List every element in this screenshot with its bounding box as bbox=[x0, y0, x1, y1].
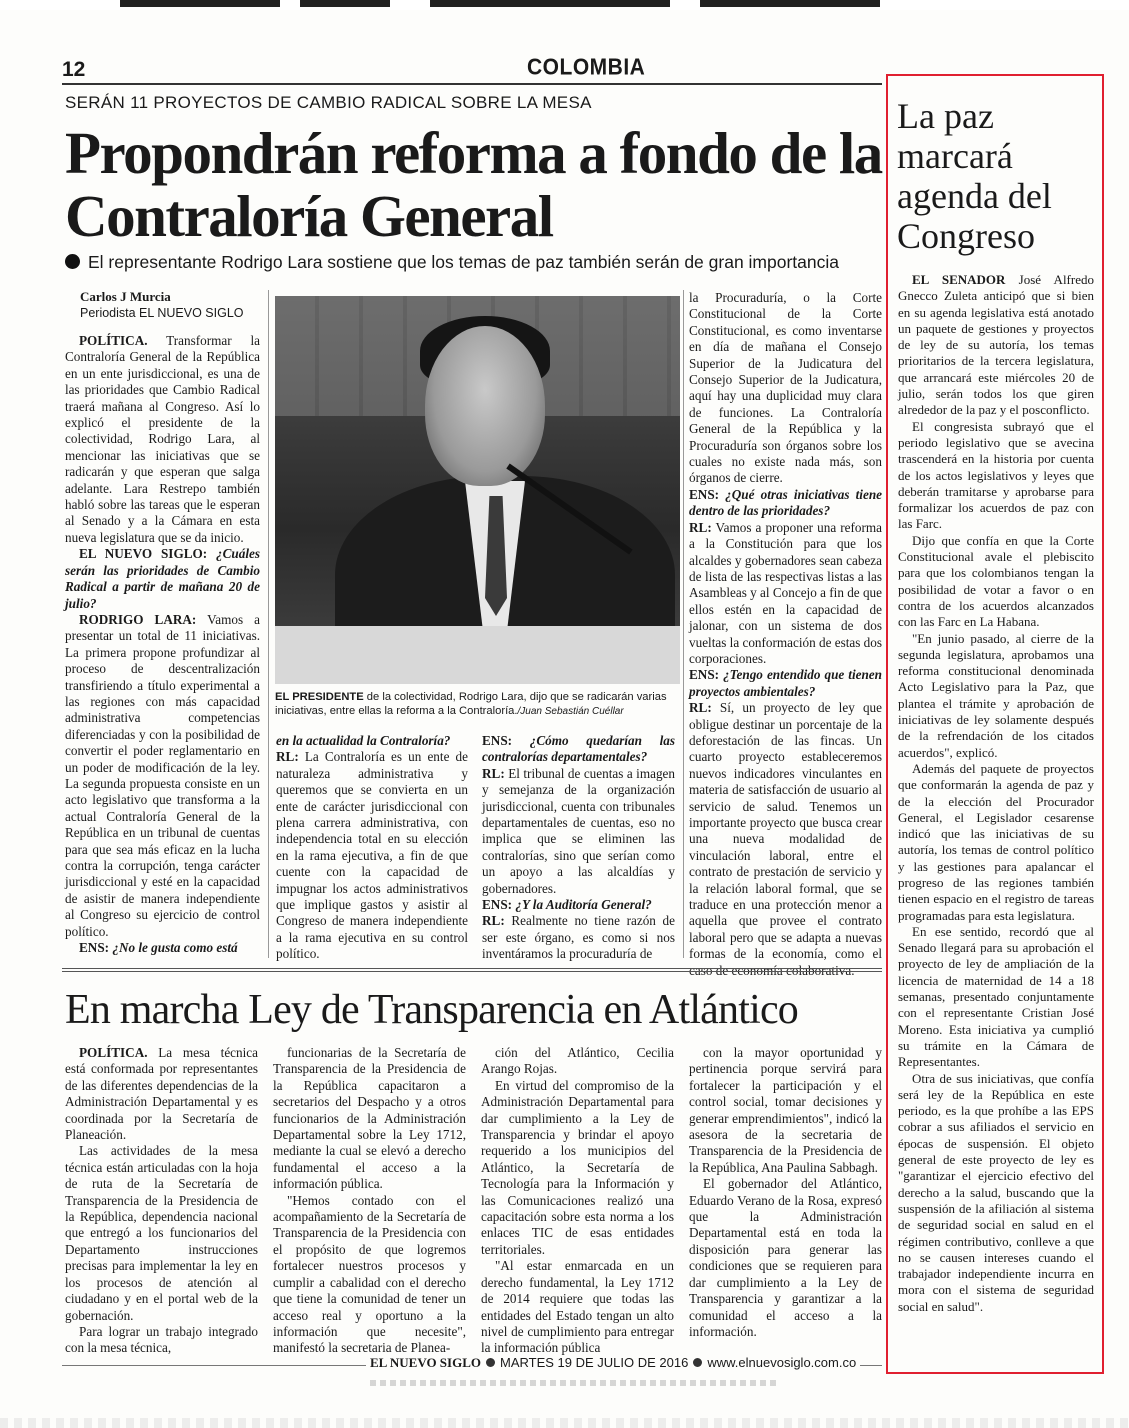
page-footer bbox=[366, 1355, 860, 1371]
paragraph bbox=[481, 1045, 674, 1078]
question-text: ¿No le gusta como está bbox=[109, 940, 238, 956]
main-deck bbox=[65, 252, 885, 273]
paragraph-lead: RL: bbox=[482, 913, 505, 929]
paragraph bbox=[276, 733, 468, 749]
main-column-2 bbox=[276, 733, 468, 963]
paragraph-text: El gobernador del Atlántico, Eduardo Verano de la Rosa, expresó que la Administración Departamental está en toda la disposición para generar las condiciones que se requieren para dar cumplimiento a la Ley de Transparencia y garantizar a la comunidad el acceso a la información. bbox=[689, 1176, 882, 1339]
paragraph bbox=[65, 1324, 258, 1357]
paragraph bbox=[898, 631, 1094, 761]
paragraph bbox=[689, 290, 882, 487]
section-rule bbox=[62, 971, 882, 972]
paragraph bbox=[898, 272, 1094, 419]
paragraph-lead: RODRIGO LARA: bbox=[79, 611, 197, 627]
paragraph-text: El tribunal de cuentas a imagen y semejanza de la organización jurisdiccional, cuenta con tribunales departamentales de cuentas, eso no implica que se eliminen las contralorías, sino que serían como un apoyo a las alcaldías y gobernadores. bbox=[482, 765, 675, 896]
main-kicker: SERÁN 11 PROYECTOS DE CAMBIO RADICAL SOBRE LA MESA bbox=[65, 93, 592, 112]
footer-dot-icon bbox=[693, 1358, 702, 1367]
paragraph bbox=[898, 533, 1094, 631]
paragraph bbox=[482, 766, 675, 897]
paragraph bbox=[689, 700, 882, 979]
bottom-cut-strip bbox=[0, 1418, 1129, 1428]
column-divider bbox=[268, 290, 269, 958]
paragraph-text: funcionarias de la Secretaría de Transparencia de la Presidencia de la República capacitaron a secretarios del Despacho y a otros funcionarios de la Administración Departamental sobre la Ley 1712, mediante la cual se elevó a derecho fundamental el acceso a la información pública. bbox=[273, 1045, 466, 1192]
section-rule bbox=[62, 968, 882, 969]
paragraph-lead: ENS: bbox=[79, 940, 110, 956]
second-column-1 bbox=[65, 1045, 258, 1357]
paragraph bbox=[689, 487, 882, 520]
paragraph-text: Además del paquete de proyectos que conformarán la agenda de paz y de la elección del Procurador General, el Legislador cesarense indicó que las iniciativas de su autoría, los temas de control político y las gestiones para apalancar el progreso de las regiones también tienen espacio en el registro de tareas programadas para esta legislatura. bbox=[898, 760, 1094, 923]
paragraph-lead: ENS: bbox=[482, 897, 513, 913]
paragraph bbox=[482, 733, 675, 766]
paragraph bbox=[65, 1143, 258, 1323]
sidebar-title: La paz marcará agenda del Congreso bbox=[897, 96, 1052, 256]
paragraph-lead: EL NUEVO SIGLO: bbox=[79, 546, 208, 562]
sidebar-body bbox=[898, 272, 1094, 1315]
paragraph bbox=[898, 419, 1094, 533]
paragraph bbox=[689, 520, 882, 668]
paragraph-lead: RL: bbox=[276, 749, 299, 765]
second-column-4 bbox=[689, 1045, 882, 1340]
main-column-1 bbox=[65, 333, 260, 956]
paragraph bbox=[273, 1045, 466, 1193]
paragraph-text: "En junio pasado, al cierre de la segunda legislatura, aprobamos una reforma constitucional denominada Acto Legislativo para la Paz, que plantea el trámite y aprobación de iniciativas de ley solamente después de la refrendación de los citados acuerdos", explicó. bbox=[898, 630, 1094, 760]
paragraph-text: con la mayor oportunidad y pertinencia porque servirá para fortalecer la participación y el control social, tomar decisiones y generar emprendimientos", indicó la asesora de la secretaria de Transparencia de la Presidencia de la República, Ana Paulina Sabbagh. bbox=[689, 1045, 882, 1175]
paragraph-text: La Contraloría es un ente de naturaleza administrativa y queremos que se convierta en un ente de carácter jurisdiccional con plena carrera administrativa, con independencia total en su elección en la rama ejecutiva, a fin de que cuente con la capacidad de impugnar los actos administrativos que implique gastos y asistir al Congreso de manera independiente a la rama ejecutiva en su control político. bbox=[276, 749, 468, 962]
footer-dot-icon bbox=[486, 1358, 495, 1367]
paragraph bbox=[898, 761, 1094, 924]
paragraph-text: Transformar la Contraloría General de la República en un ente jurisdiccional, es una de las prioridades que Cambio Radical traerá mañana al Congreso. Así lo explicó el presidente de la colectividad, Rodrigo Lara, al mencionar las iniciativas que se radicarán y que esperan que salga adelante. Lara Restrepo también habló sobre las tareas que le esperan al Senado y a la Cámara en esta nueva legislatura que se da inicio. bbox=[65, 333, 260, 545]
byline-role: Periodista EL NUEVO SIGLO bbox=[80, 306, 244, 320]
paragraph bbox=[898, 924, 1094, 1071]
paragraph-text: Realmente no tiene razón de ser este órgano, es como si nos inventáramos la procuraduría de bbox=[482, 913, 675, 962]
footer-brand: EL NUEVO SIGLO bbox=[370, 1355, 481, 1370]
paragraph-text: ción del Atlántico, Cecilia Arango Rojas. bbox=[481, 1045, 674, 1077]
paragraph-lead: POLÍTICA. bbox=[79, 1045, 148, 1060]
footer-url: www.elnuevosiglo.com.co bbox=[707, 1355, 857, 1370]
second-column-3 bbox=[481, 1045, 674, 1357]
photo-credit: /Juan Sebastián Cuéllar bbox=[517, 706, 624, 717]
paragraph-text: El congresista subrayó que el periodo legislativo que se avecina trascenderá en la historia por cuenta de los actos legislativos y leyes que deberán tramitarse y aprobarse para formalizar los acuerdos de paz con las Farc. bbox=[898, 418, 1094, 532]
paragraph-lead: RL: bbox=[689, 519, 712, 535]
paragraph-lead: RL: bbox=[689, 700, 712, 716]
paragraph bbox=[689, 667, 882, 700]
paragraph bbox=[482, 913, 675, 962]
paragraph-text: Para lograr un trabajo integrado con la mesa técnica, bbox=[65, 1323, 258, 1356]
second-headline: En marcha Ley de Transparencia en Atlántico bbox=[65, 987, 799, 1033]
paragraph-text: Vamos a proponer una reforma a la Constitución para que los alcaldes y gobernadores sean cabeza de lista de las respectivas listas a las Asambleas y al Concejo a fin de que ellos estén en la capacidad de jalonar, con un sistema de dos vueltas la conformación de estas dos corporaciones. bbox=[689, 519, 882, 666]
bleed-through-line bbox=[370, 1380, 780, 1386]
paragraph-text: José Alfredo Gnecco Zuleta anticipó que si bien en su agenda legislativa está anotado un paquete de gestiones y proyectos de ley de su autoría, los temas prioritarios de la tercera legislatura, que arrancará este miércoles 20 de julio, serán todos los que giren alrededor de la paz y el posconflicto. bbox=[898, 272, 1094, 418]
paragraph bbox=[65, 546, 260, 612]
paragraph-lead: EL SENADOR bbox=[912, 272, 1006, 287]
paragraph-text: En virtud del compromiso de la Administración Departamental para dar cumplimiento a la Ley de Transparencia y brindar el apoyo requerido a los municipios del Atlántico, la Secretaría de Tecnología para la Información y las Comunicaciones realizó una capacitación sobre esta norma a los enlaces TIC de esas entidades territoriales. bbox=[481, 1077, 674, 1257]
article-photo bbox=[275, 296, 680, 684]
caption-lead: EL PRESIDENTE bbox=[275, 691, 364, 703]
paragraph bbox=[898, 1071, 1094, 1315]
paragraph bbox=[689, 1176, 882, 1340]
question-text: ¿Tengo entendido que tienen proyectos ambientales? bbox=[689, 667, 882, 699]
paragraph bbox=[481, 1258, 674, 1356]
top-cut-strip bbox=[0, 0, 1129, 10]
paragraph-text: Vamos a presentar un total de 11 iniciativas. La primera propone profundizar al proceso de descentralización transfiriendo a título experimental a las regiones con más capacidad administrativa competencias diferenciadas y con la posibilidad de convertir el poder reglamentario en un poder de modificación de la ley. La segunda propuesta consiste en un acto legislativo que transforma a la actual Contraloría General de la República en un tribunal de cuentas para que sea más eficaz en la lucha contra la corrupción, tenga carácter jurisdiccional y esté en la capacidad de asistir de manera independiente al Congreso su ejercicio de control político. bbox=[65, 611, 261, 939]
question-text: ¿Y la Auditoría General? bbox=[512, 897, 652, 913]
paragraph bbox=[65, 612, 260, 940]
paragraph bbox=[65, 940, 260, 956]
question-text: ¿Qué otras iniciativas tiene dentro de las prioridades? bbox=[689, 486, 882, 519]
question-text: ¿Cuáles serán las prioridades de Cambio Radical a partir de mañana 20 de julio? bbox=[65, 546, 260, 611]
paragraph-text: Otra de sus iniciativas, que confía será ley de la República en este periodo, es la que prohíbe a las EPS cobrar a sus afiliados el servicio en épocas de suspensión. El objeto general de este proyecto de ley es "garantizar el ejercicio efectivo del derecho a la salud, buscando que la suspensión de la afiliación al sistema de seguridad social en salud en el régimen contributivo, conlleve a que no se causen intereses cuando el trabajador independiente incurra en mora con el sistema de seguridad social en salud". bbox=[898, 1070, 1094, 1314]
paragraph bbox=[65, 333, 260, 546]
page-number: 12 bbox=[62, 58, 86, 81]
question-text: en la actualidad la Contraloría? bbox=[276, 733, 451, 748]
question-text: ¿Cómo quedarían las contralorías departamentales? bbox=[482, 733, 675, 765]
paragraph-lead: ENS: bbox=[482, 733, 513, 748]
paragraph-text: Dijo que confía en que la Corte Constitucional avale el plebiscito para que los colombianos tengan la posibilidad de votar a favor o en contra de los acuerdos alcanzados con las Farc en La Habana. bbox=[898, 532, 1094, 630]
second-column-2 bbox=[273, 1045, 466, 1357]
bullet-icon bbox=[65, 254, 80, 269]
caption-text: de la colectividad, Rodrigo Lara, dijo que se radicarán varias iniciativas, entre ellas la reforma a la Contraloría. bbox=[275, 691, 667, 717]
paragraph-text: Sí, un proyecto de ley que obligue destinar un porcentaje de la deforestación de las fincas. Un cuarto proyecto estableceremos nuevos indicadores vinculantes en materia de satisfacción de usuario al servicio de salud. Tenemos un importante proyecto que busca crear una nueva modalidad de vinculación laboral, entre el contrato de prestación de servicio y la relación laboral formal, que se traduce en una protección menor a aquella que provee el contrato laboral pero que se adapta a nuevas formas de la economía, como el bbox=[689, 700, 882, 962]
paragraph-text: La mesa técnica está conformada por representantes de las diferentes dependencias de la Administración Departamental y es coordinada por la Secretaría de Planeación. bbox=[65, 1045, 258, 1143]
byline: Carlos J Murcia bbox=[80, 289, 171, 304]
footer-date: MARTES 19 DE JULIO DE 2016 bbox=[500, 1355, 689, 1370]
paragraph-lead: RL: bbox=[482, 765, 505, 781]
column-divider bbox=[683, 290, 684, 958]
photo-caption bbox=[275, 690, 680, 719]
paragraph-lead: ENS: bbox=[689, 486, 720, 502]
paragraph-text: En ese sentido, recordó que al Senado llegará para su aprobación el proyecto de ley de ampliación de la licencia de maternidad de 14 a 18 semanas, presentado conjuntamente con el representante Cristian José Moreno. Esta iniciativa ya cumplió su trámite en la Cámara de Representantes. bbox=[898, 923, 1094, 1070]
paragraph-lead: ENS: bbox=[689, 667, 720, 683]
header-rule bbox=[62, 83, 882, 85]
main-headline: Propondrán reforma a fondo de la Contraloría General bbox=[65, 120, 882, 249]
paragraph bbox=[276, 749, 468, 962]
paragraph bbox=[273, 1193, 466, 1357]
paragraph-text: Las actividades de la mesa técnica están articuladas con la hoja de ruta de la Secretaría de Transparencia de la Presidencia de la República, dependencia nacional que entregó a los funcionarios del Departamento instrucciones precisas para implementar la ley en los procesos de atención al ciudadano y en el portal web de la gobernación. bbox=[65, 1143, 258, 1323]
paragraph bbox=[481, 1078, 674, 1258]
deck-text: El representante Rodrigo Lara sostiene que los temas de paz también serán de gran importancia bbox=[88, 252, 839, 272]
paragraph-text: "Hemos contado con el acompañamiento de la Secretaría de Transparencia de la Presidencia con el propósito de que logremos fortalecer nuestros procesos y cumplir a cabalidad con el derecho que tiene la comunidad de tener un acceso real y oportuno a la información que necesite", manifestó la secretaria de Planea- bbox=[273, 1192, 466, 1356]
paragraph bbox=[482, 897, 675, 913]
paragraph bbox=[689, 1045, 882, 1176]
paragraph-lead: POLÍTICA. bbox=[79, 333, 148, 348]
section-title: COLOMBIA bbox=[527, 54, 646, 81]
paragraph-text: "Al estar enmarcada en un derecho fundamental, la Ley 1712 de 2014 requiere que todas las entidades del Estado tengan un alto nivel de cumplimiento para entregar la información pública bbox=[481, 1258, 674, 1356]
paragraph-text: la Procuraduría, o la Corte Constitucional de la Corte Constitucional, es como inventarse en día de mañana el Consejo Superior de la Judicatura del Consejo Superior de la Judicatura, aquí hay una duplicidad muy clara de funciones. La Contraloría General de la República y la Procuraduría son órganos sobre los cuales no existe nada más, son órganos de cierre. bbox=[689, 290, 882, 486]
main-column-4 bbox=[689, 290, 882, 979]
main-column-3 bbox=[482, 733, 675, 963]
paragraph bbox=[65, 1045, 258, 1143]
